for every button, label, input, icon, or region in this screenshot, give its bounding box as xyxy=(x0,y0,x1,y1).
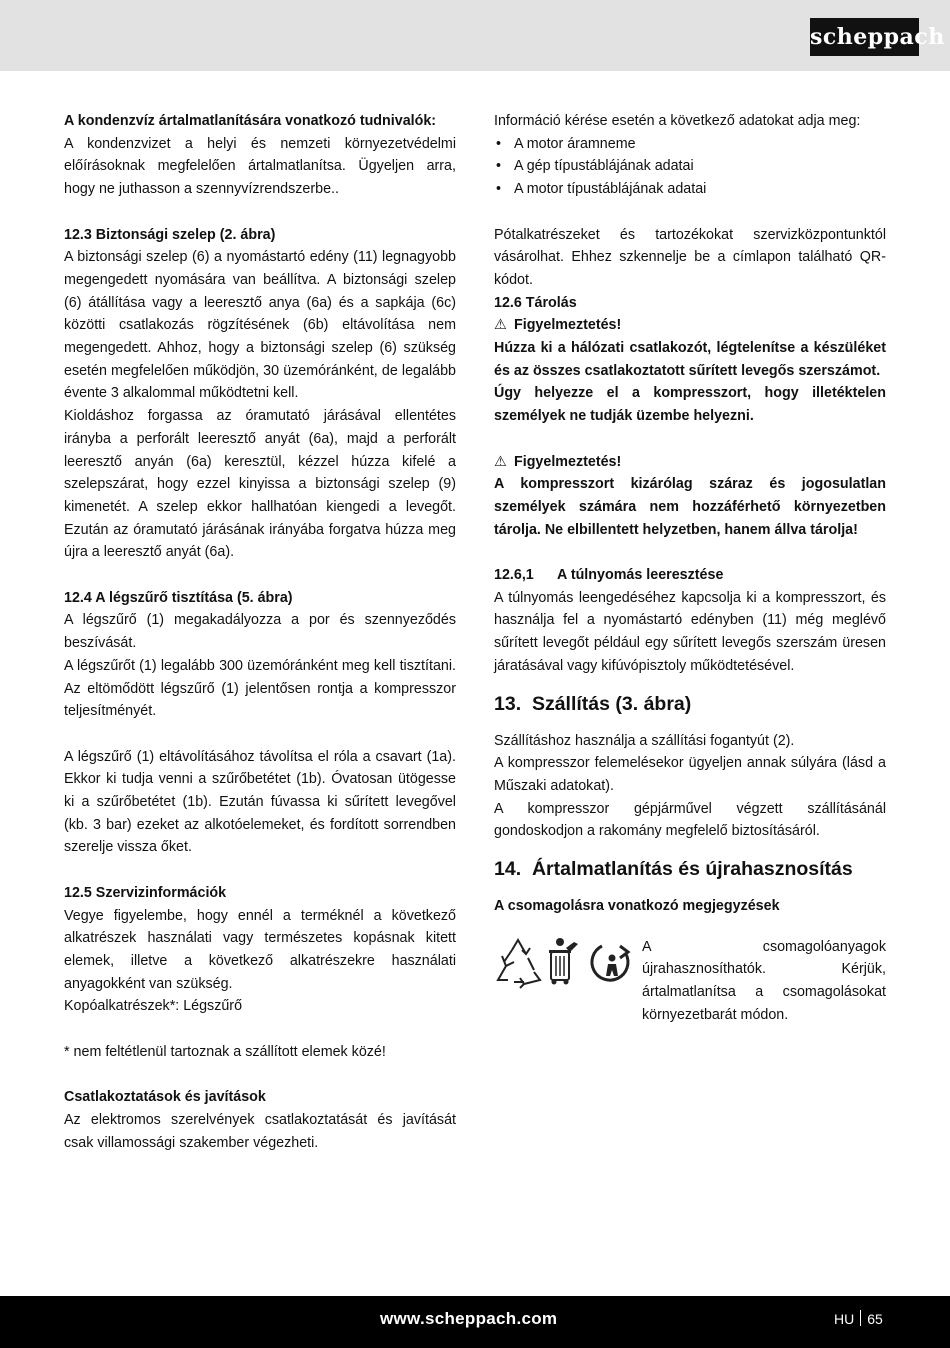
list-item: • A gép típustáblájának adatai xyxy=(494,155,886,178)
warning-1-paragraph-2: Úgy helyezze el a kompresszort, hogy illetéktelen személyek ne tudják üzembe helyezni. xyxy=(494,385,886,425)
condensate-title: A kondenzvíz ártalmatlanítására vonatkozó tudnivalók: xyxy=(64,113,437,129)
condensate-text: A kondenzvizet a helyi és nemzeti környezetvédelmi előírásoknak megfelelően ártalmatlanítsa. Ügyeljen arra, hogy ne juthasson a szennyvízrendszerbe.. xyxy=(64,135,456,198)
warning-2-label: Figyelmeztetés! xyxy=(513,453,622,470)
packaging-title: A csomagolásra vonatkozó megjegyzések xyxy=(494,898,780,915)
brand-logo: scheppach xyxy=(810,18,919,56)
right-column xyxy=(494,110,886,1027)
warning-2-heading xyxy=(494,451,886,474)
section-12-4-paragraph-3: A légszűrő (1) eltávolításához távolítsa el róla a csavart (1a). Ekkor ki tudja venni a szűrőbetétet (1b). Óvatosan ütögesse ki a szűrőbetétet (1b). Ezután fúvassa ki sűrített levegővel (kb. 3 bar) ezeket az alkotóelemeket, és fordított sorrendben szerelje vissza őket. xyxy=(64,748,456,856)
section-12-5-title: 12.5 Szervizinformációk xyxy=(64,884,227,901)
section-12-5-paragraph-1: Vegye figyelembe, hogy ennél a terméknél a következő alkatrészek használati vagy természetes kopásnak kitett elemek, illetve a következő alkatrészekre használati anyagokként van szükség. xyxy=(64,907,456,992)
section-12-4-title: 12.4 A légszűrő tisztítása (5. ábra) xyxy=(64,589,293,606)
language-code: HU xyxy=(834,1311,855,1327)
recycling-block xyxy=(494,936,886,1027)
section-13-paragraph-2: A kompresszor felemelésekor ügyeljen annak súlyára (lásd a Műszaki adatokat). xyxy=(494,755,886,794)
website-link[interactable]: www.scheppach.com xyxy=(380,1309,558,1328)
list-item: • A motor típustáblájának adatai xyxy=(494,178,886,201)
recycling-icons xyxy=(494,936,642,996)
wear-parts-line: Kopóalkatrészek*: Légszűrő xyxy=(64,998,243,1015)
page-number: 65 xyxy=(867,1311,883,1327)
section-12-3-paragraph-1: A biztonsági szelep (6) a nyomástartó edény (11) legnagyobb megengedett nyomására van beállítva. A biztonsági szelep (6) átállítása vagy a leeresztő anya (6a) és a sapkája (6c) közötti csatlakozás rögzítésének (6b) eltávolítása nem megengedett. Ahhoz, hogy a biztonsági szelep (6) szükség esetén megfelelően működjön, 30 üzemóránként, de legalább évente 3 alkalommal működtetni kell. xyxy=(64,249,456,402)
warning-1-label: Figyelmeztetés! xyxy=(513,317,622,334)
section-12-4-paragraph-1: A légszűrő (1) megakadályozza a por és szennyeződés beszívását. xyxy=(64,612,456,652)
warning-triangle-icon: ⚠ xyxy=(494,453,507,470)
section-13-paragraph-1: Szállításhoz használja a szállítási fogantyút (2). xyxy=(494,732,795,749)
info-list xyxy=(494,133,886,201)
section-12-3-paragraph-2: Kioldáshoz forgassa az óramutató járásával ellentétes irányba a perforált leeresztő anyát (6a), majd a perforált leeresztő anyán (6a) keresztül, kézzel húzza kifelé a szelepszárat, hogy ezzel kinyissa a biztonsági szelep (9) kimenetét. A szelep ekkor hallhatóan kiengedi a levegőt. Ezután az óramutató járásának irányába forgatva húzza meg újra a leeresztő anyát (6a). xyxy=(64,408,456,561)
separator xyxy=(860,1310,861,1326)
warning-2-paragraph: A kompresszort kizárólag száraz és jogosulatlan személyek számára nem hozzáférhető környezetben tárolja. Ne elbillentett helyzetben, hanem állva tárolja! xyxy=(494,476,886,538)
page-info xyxy=(834,1296,883,1342)
connections-title: Csatlakoztatások és javítások xyxy=(64,1089,266,1106)
recycle-symbols-icon xyxy=(494,936,642,996)
left-column xyxy=(64,110,456,1154)
section-12-3-title: 12.3 Biztonsági szelep (2. ábra) xyxy=(64,226,276,243)
section-13-paragraph-3: A kompresszor gépjárművel végzett szállításánál gondoskodjon a rakomány megfelelő biztosításáról. xyxy=(494,800,886,840)
packaging-text: A csomagolóanyagok újrahasznosíthatók. Kérjük, ártalmatlanítsa a csomagolásokat környezetbarát módon. xyxy=(642,938,886,1023)
info-intro: Információ kérése esetén a következő adatokat adja meg: xyxy=(494,113,861,129)
section-12-6-1-paragraph: A túlnyomás leengedéséhez kapcsolja ki a kompresszort, és használja fel a nyomástartó edényben (11) még meglévő sűrített levegőt például egy sűrített levegős szerszám üresen járatásával vagy kifúvópisztoly működtetésével. xyxy=(494,589,886,674)
list-item: • A motor áramneme xyxy=(494,133,886,156)
footnote-note: * nem feltétlenül tartoznak a szállított elemek közé! xyxy=(64,1043,386,1060)
page-footer xyxy=(0,1296,950,1348)
section-14-heading: 14. Ártalmatlanítás és újrahasznosítás xyxy=(494,858,853,881)
spare-parts-text: Pótalkatrészeket és tartozékokat szervizközpontunktól vásárolhat. Ehhez szkennelje be a címlapon található QR-kódot. xyxy=(494,226,886,288)
section-13-heading: 13. Szállítás (3. ábra) xyxy=(494,692,692,715)
section-12-4-paragraph-2: A légszűrőt (1) legalább 300 üzemóránként meg kell tisztítani. Az eltömődött légszűrő (1) jelentősen rontja a kompresszor teljesítményét. xyxy=(64,657,456,720)
warning-1-heading xyxy=(494,314,886,337)
connections-text: Az elektromos szerelvények csatlakoztatását és javítását csak villamossági szakember végezheti. xyxy=(64,1111,456,1151)
warning-triangle-icon: ⚠ xyxy=(494,317,507,334)
section-12-6-title: 12.6 Tárolás xyxy=(494,294,577,311)
warning-1-paragraph-1: Húzza ki a hálózati csatlakozót, légtelenítse a készüléket és az összes csatlakoztatott sűrített levegős szerszámot. xyxy=(494,340,886,379)
page-header xyxy=(0,0,950,71)
section-12-6-1-title: 12.6,1 A túlnyomás leeresztése xyxy=(494,567,724,584)
